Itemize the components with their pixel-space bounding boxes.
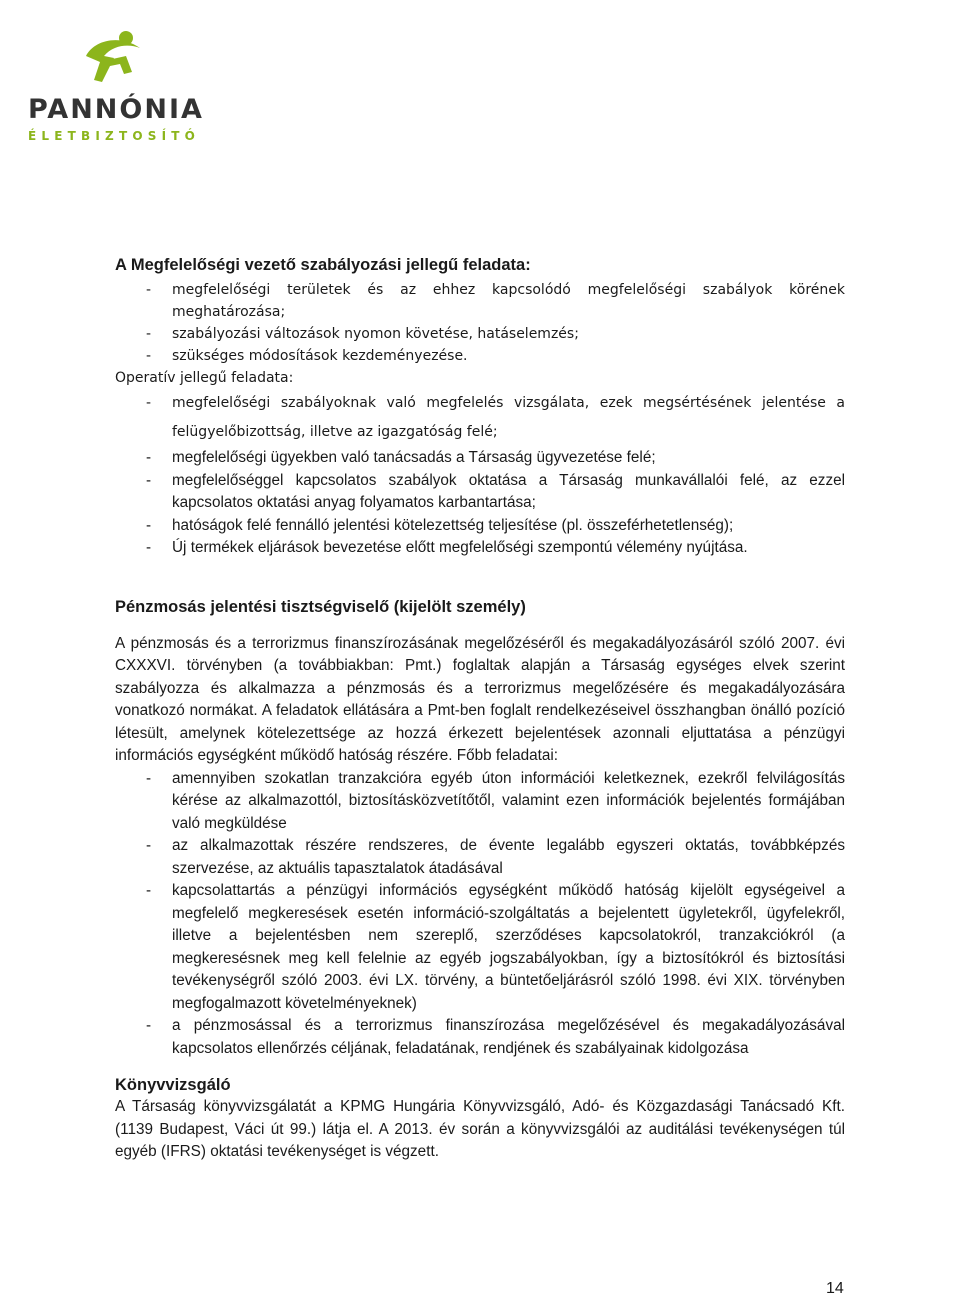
list-item: - megfelelőségi ügyekben való tanácsadás a Társaság ügyvezetése felé; (115, 447, 845, 470)
aml-paragraph: A pénzmosás és a terrorizmus finanszírozásának megelőzéséről és megakadályozásáról szóló 2007. évi CXXXVI. törvényben (a továbbiakban: Pmt.) foglaltak alapján a Társaság egységes elvek szerint szabályozza és alkalmazza a pénzmosás és a terrorizmus megelőzésére és megakadályozására vonatkozó normákat. A feladatok ellátására a Pmt-ben foglalt rendelkezéseivel összhangban önálló pozíció létesült, amelynek kötelezettsége az hozzá érkezett bejelentések azonnali eljuttatása a pénzügyi információs egységként működő hatóság részére. Főbb feladatai: (115, 634, 845, 764)
regulatory-task-list (115, 279, 845, 367)
company-logo (24, 26, 204, 143)
page-number: 14 (826, 1280, 844, 1297)
aml-section (115, 596, 845, 1061)
list-item: - amennyiben szokatlan tranzakcióra egyéb úton információi keletkeznek, ezekről felvilágosítás kérése az alkalmazottól, biztosításközvetítőtől, valamint ezen információk bejelentés formájában való megküldése (115, 768, 845, 836)
compliance-title: A Megfelelőségi vezető szabályozási jellegű feladata: (115, 256, 531, 274)
aml-title: Pénzmosás jelentési tisztségviselő (kijelölt személy) (115, 597, 526, 616)
list-item: - az alkalmazottak részére rendszeres, de évente legalább egyszeri oktatás, továbbképzés szervezése, az aktuális tapasztalatok átadásával (115, 835, 845, 880)
auditor-section (115, 1074, 845, 1164)
list-item: - Új termékek eljárások bevezetése előtt megfelelőségi szempontú vélemény nyújtása. (115, 537, 845, 560)
logo-name: PANNÓNIA (28, 94, 204, 125)
operative-task-list (115, 389, 845, 560)
list-item: - szabályozási változások nyomon követése, hatáselemzés; (115, 323, 845, 345)
list-item: - hatóságok felé fennálló jelentési kötelezettség teljesítése (pl. összeférhetetlenség); (115, 515, 845, 538)
list-item: - megfelelőségi szabályoknak való megfelelés vizsgálata, ezek megsértésének jelentése a felügyelőbizottság, illetve az igazgatóság felé; (115, 389, 845, 447)
auditor-title: Könyvvizsgáló (115, 1076, 231, 1094)
compliance-section (115, 254, 845, 560)
list-item: - kapcsolattartás a pénzügyi információs egységként működő hatóság kijelölt egységeivel a megfelelő megkeresések esetén információ-szolgáltatás a bejelentett ügyletekről, ügyfelekről, illetve a bejelentésben nem szereplő, szerződéses kapcsolatokról, tranzakciókról (a megkeresésnek meg kell felelnie az egyéb jogszabályokban, így a biztosítókról és biztosítási tevékenységről szóló 2003. évi LX. törvény, a büntetőeljárásról szóló 1998. évi XIX. törvényben megfogalmazott követelményeknek) (115, 880, 845, 1015)
document-body (115, 254, 845, 1164)
list-item: - megfelelőséggel kapcsolatos szabályok oktatása a Társaság munkavállalói felé, az ezzel kapcsolatos oktatási anyag folyamatos karbantartása; (115, 470, 845, 515)
auditor-paragraph: A Társaság könyvvizsgálatát a KPMG Hungária Könyvvizsgáló, Adó- és Közgazdasági Tanácsadó Kft. (1139 Budapest, Váci út 99.) látja el. A 2013. év során a könyvvizsgálói az auditálási tevékenységen túl egyéb (IFRS) oktatási tevékenységet is végzett. (115, 1098, 845, 1160)
list-item: - a pénzmosással és a terrorizmus finanszírozása megelőzésével és megakadályozásával kapcsolatos ellenőrzés céljának, feladatának, rendjének és szabályainak kidolgozása (115, 1015, 845, 1060)
operative-subtitle: Operatív jellegű feladata: (115, 370, 294, 386)
aml-task-list (115, 768, 845, 1061)
logo-subtitle: ÉLETBIZTOSÍTÓ (28, 129, 201, 143)
list-item: - megfelelőségi területek és az ehhez kapcsolódó megfelelőségi szabályok körének meghatározása; (115, 279, 845, 323)
runner-icon (80, 26, 150, 90)
list-item: - szükséges módosítások kezdeményezése. (115, 345, 845, 367)
